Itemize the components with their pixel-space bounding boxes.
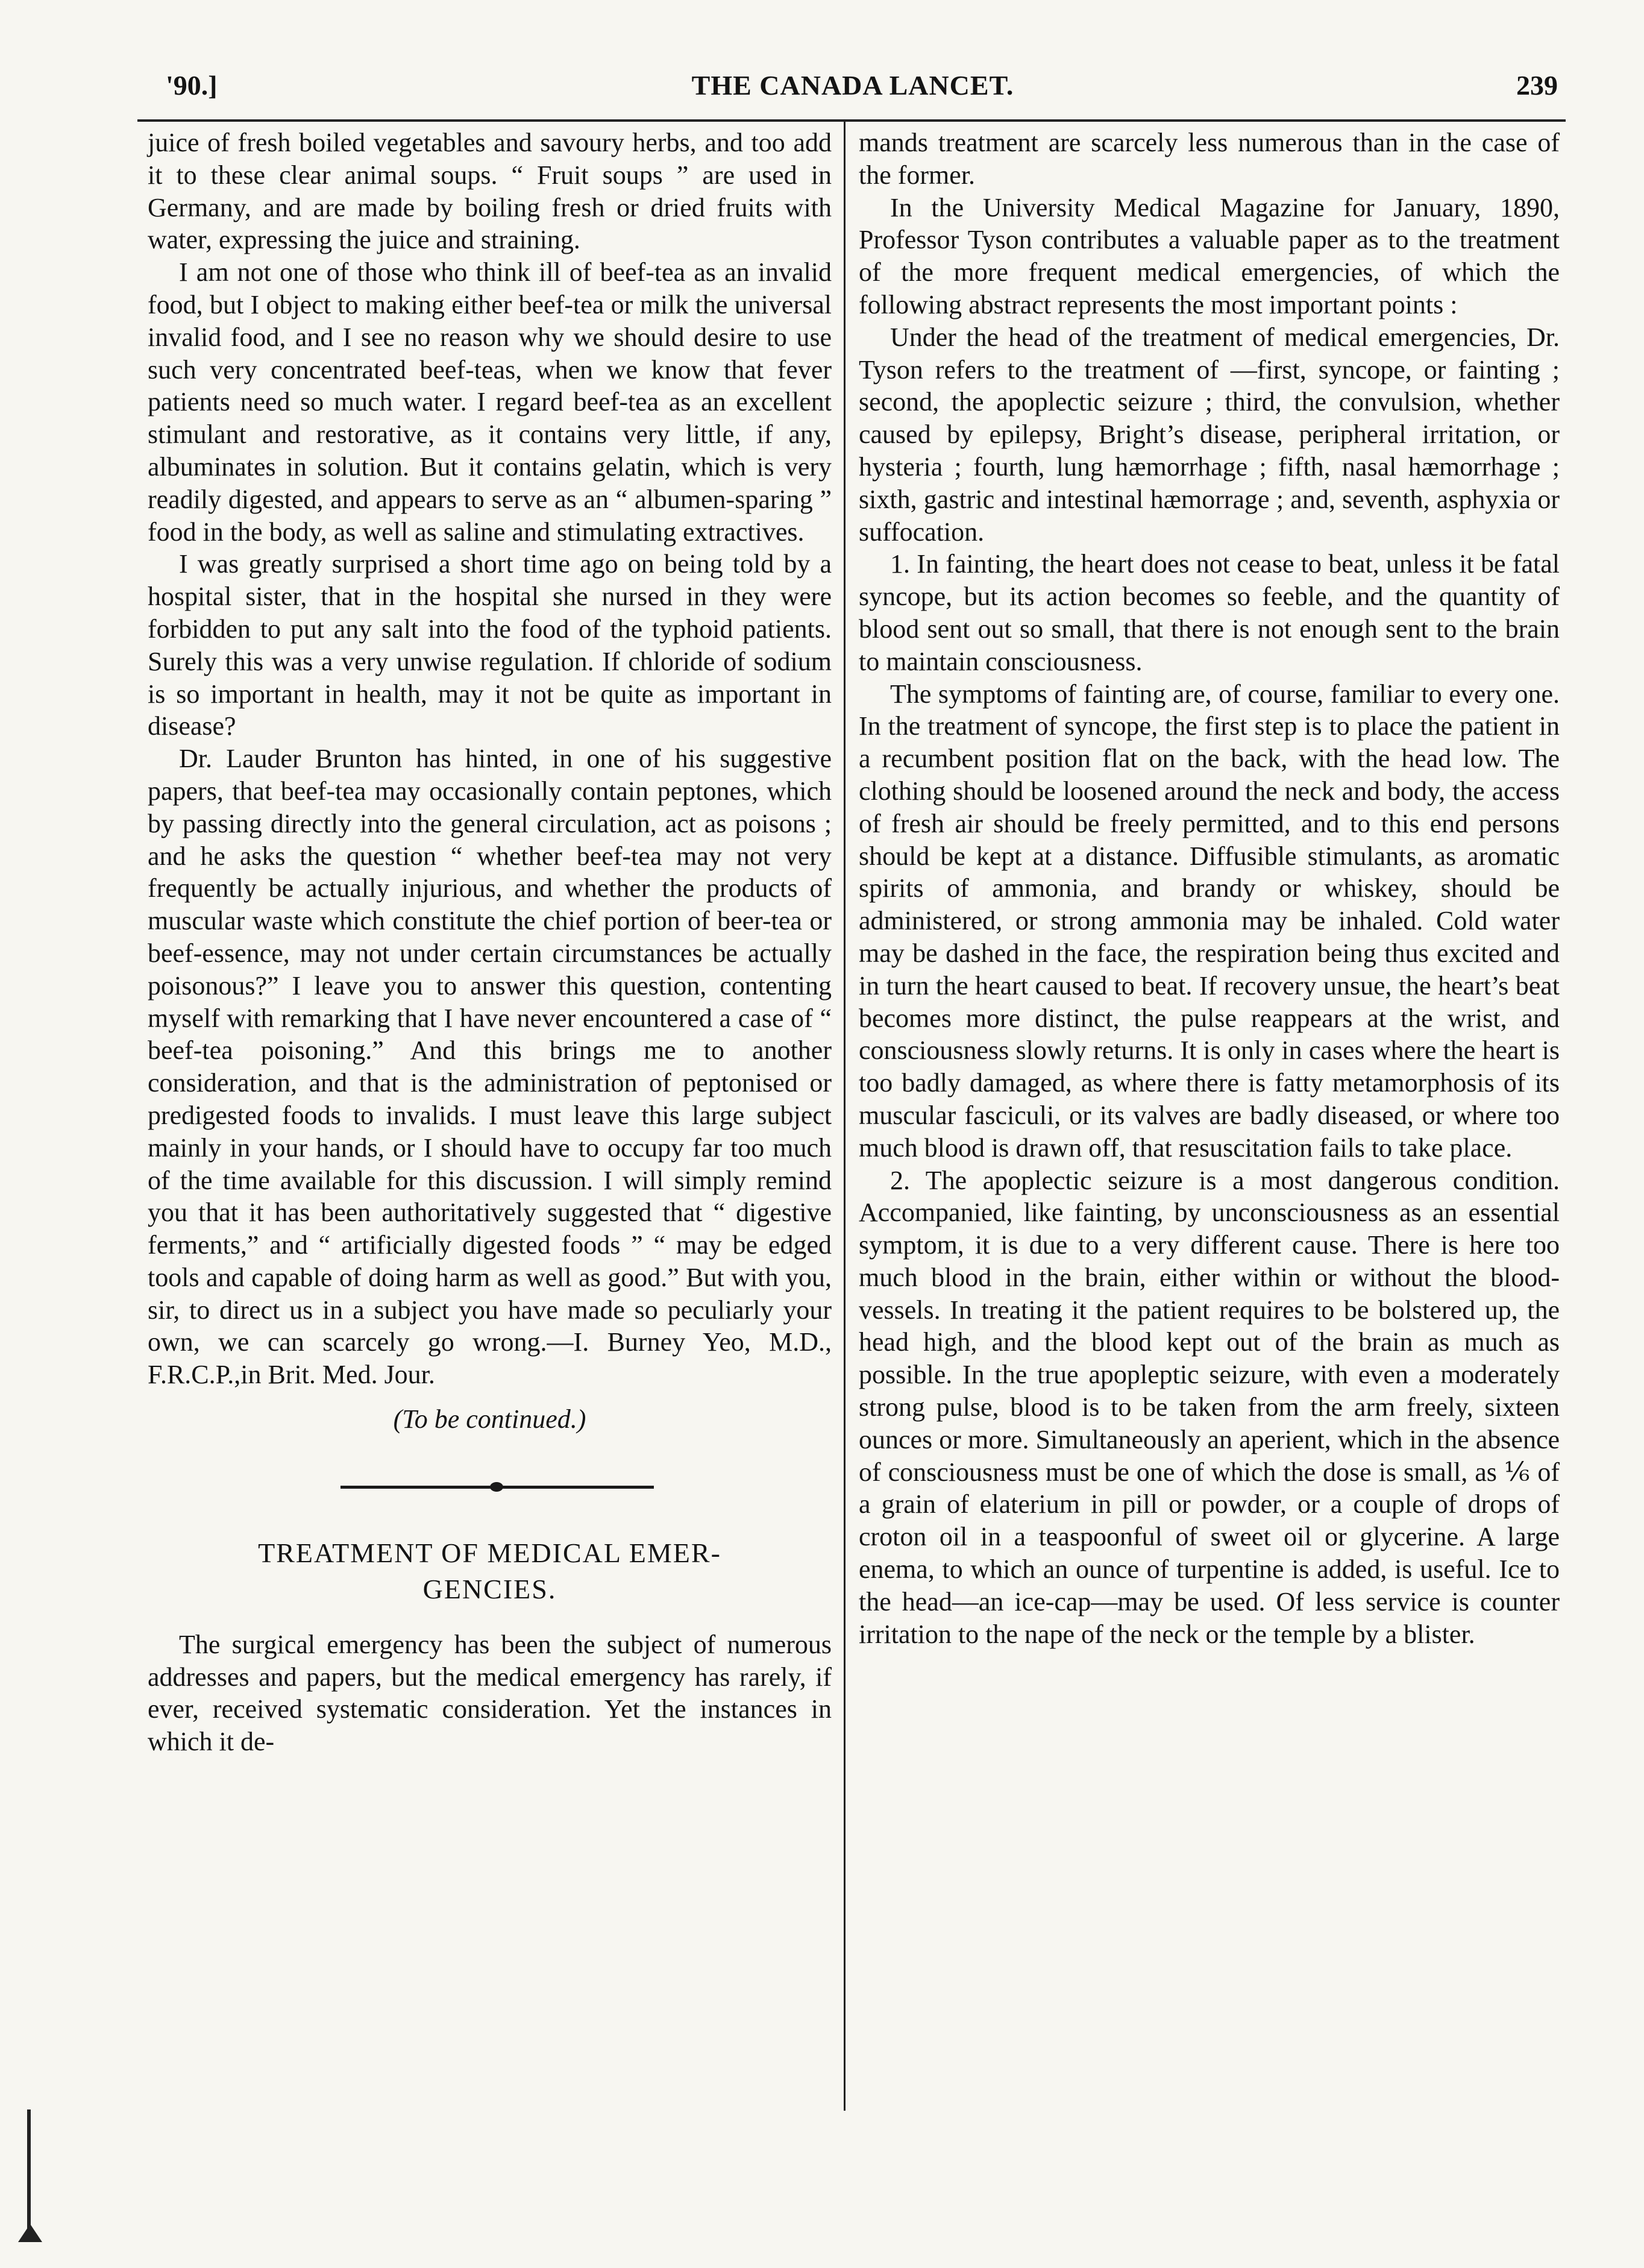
- header-rule: [137, 119, 1566, 122]
- section-title-line: TREATMENT OF MEDICAL EMER-: [258, 1537, 721, 1568]
- paragraph: Under the head of the treatment of medical emergencies, Dr. Tyson refers to the treatment of —first, syncope, or fainting ; second, the apoplectic seizure ; third, the convulsion, whether caused by epilepsy, Bright’s disease, peripheral irritation, or hysteria ; fourth, lung hæmorrhage ; fifth, nasal hæmorrhage ; sixth, gastric and intestinal hæmorrage ; and, seventh, asphyxia or suffocation.: [859, 322, 1560, 547]
- continued-note: (To be continued.): [393, 1404, 586, 1434]
- running-header: [148, 63, 1558, 105]
- ornament-dot: [490, 1482, 503, 1492]
- binding-mark: [27, 2109, 31, 2230]
- section-divider-ornament: [148, 1469, 832, 1505]
- paragraph: 2. The apoplectic seizure is a most dangerous condition. Accompanied, like fainting, by unconsciousness as an essential symptom, it is due to a very different cause. There is here too much blood in the brain, either within or without the blood-vessels. In treating it the patient requires to be bolstered up, the head high, and the blood kept out of the brain as much as possible. In the true apopleptic seizure, with even a moderately strong pulse, blood is to be taken from the arm freely, sixteen ounces or more. Simultaneously an aperient, which in the absence of consciousness must be one of which the dose is small, as ⅙ of a grain of elaterium in pill or powder, or a couple of drops of croton oil in a teaspoonful of sweet oil or glycerine. A large enema, to which an ounce of turpentine is added, is useful. Ice to the head—an ice-cap—may be used. Of less service is counter irritation to the nape of the neck or the temple by a blister.: [859, 1165, 1560, 1649]
- right-column: [859, 127, 1560, 1650]
- page-number: 239: [1516, 70, 1558, 101]
- paragraph: I was greatly surprised a short time ago on being told by a hospital sister, that in the hospital she nursed in they were forbidden to put any salt into the food of the typhoid patients. Surely this was a very unwise regulation. If chloride of sodium is so important in health, may it not be quite as important in disease?: [148, 549, 832, 741]
- binding-mark: [18, 2224, 42, 2242]
- column-divider: [844, 122, 846, 2111]
- section-title: [148, 1535, 832, 1607]
- paragraph: juice of fresh boiled vegetables and savoury herbs, and too add it to these clear animal soups. “ Fruit soups ” are used in Germany, and are made by boiling fresh or dried fruits with water, expressing the juice and straining.: [148, 128, 832, 255]
- left-column: [148, 127, 832, 1758]
- paragraph: In the University Medical Magazine for January, 1890, Professor Tyson contributes a valuable paper as to the treatment of the more frequent medical emergencies, of which the following abstract represents the most important points :: [859, 192, 1560, 319]
- paragraph: I am not one of those who think ill of beef-tea as an invalid food, but I object to making either beef-tea or milk the universal invalid food, and I see no reason why we should desire to use such very concentrated beef-teas, when we know that fever patients need so much water. I regard beef-tea as an excellent stimulant and restorative, as it contains very little, if any, albuminates in solution. But it contains gelatin, which is very readily digested, and appears to serve as an “ albumen-sparing ” food in the body, as well as saline and stimulating extractives.: [148, 257, 832, 547]
- paragraph: mands treatment are scarcely less numerous than in the case of the former.: [859, 128, 1560, 190]
- section-title-line: GENCIES.: [422, 1573, 557, 1604]
- paragraph: 1. In fainting, the heart does not cease to beat, unless it be fatal syncope, but its action becomes so feeble, and the quantity of blood sent out so small, that there is not enough sent to the brain to maintain consciousness.: [859, 549, 1560, 676]
- volume-year: '90.]: [166, 70, 218, 101]
- paragraph: The symptoms of fainting are, of course, familiar to every one. In the treatment of syncope, the first step is to place the patient in a recumbent position flat on the back, with the head low. The clothing should be loosened around the neck and body, the access of fresh air should be freely permitted, and to this end persons should be kept at a distance. Diffusible stimulants, as aromatic spirits of ammonia, and brandy or whiskey, should be administered, or strong ammonia may be inhaled. Cold water may be dashed in the face, the respiration being thus excited and in turn the heart caused to beat. If recovery unsue, the heart’s beat becomes more distinct, the pulse reappears at the wrist, and consciousness slowly returns. It is only in cases where the heart is too badly damaged, as where there is fatty metamorphosis of its muscular fasciculi, or its valves are badly diseased, or where too much blood is drawn off, that resuscitation fails to take place.: [859, 679, 1560, 1163]
- paragraph: The surgical emergency has been the subject of numerous addresses and papers, but the medical emergency has rarely, if ever, received systematic consideration. Yet the instances in which it de-: [148, 1629, 832, 1757]
- paragraph: Dr. Lauder Brunton has hinted, in one of his suggestive papers, that beef-tea may occasionally contain peptones, which by passing directly into the general circulation, act as poisons ; and he asks the question “ whether beef-tea may not very frequently be actually injurious, and whether the products of muscular waste which constitute the chief portion of beer-tea or beef-essence, may not under certain circumstances be actually poisonous?” I leave you to answer this question, contenting myself with remarking that I have never encountered a case of “ beef-tea poisoning.” And this brings me to another consideration, and that is the administration of peptonised or predigested foods to invalids. I must leave this large subject mainly in your hands, or I should have to occupy far too much of the time available for this discussion. I will simply remind you that it has been authoritatively suggested that “ digestive ferments,” and “ artificially digested foods ” “ may be edged tools and capable of doing harm as well as good.” But with you, sir, to direct us in a subject you have made so peculiarly your own, we can scarcely go wrong.—I. Burney Yeo, M.D., F.R.C.P.,in Brit. Med. Jour.: [148, 744, 832, 1390]
- journal-title: THE CANADA LANCET.: [691, 70, 1014, 101]
